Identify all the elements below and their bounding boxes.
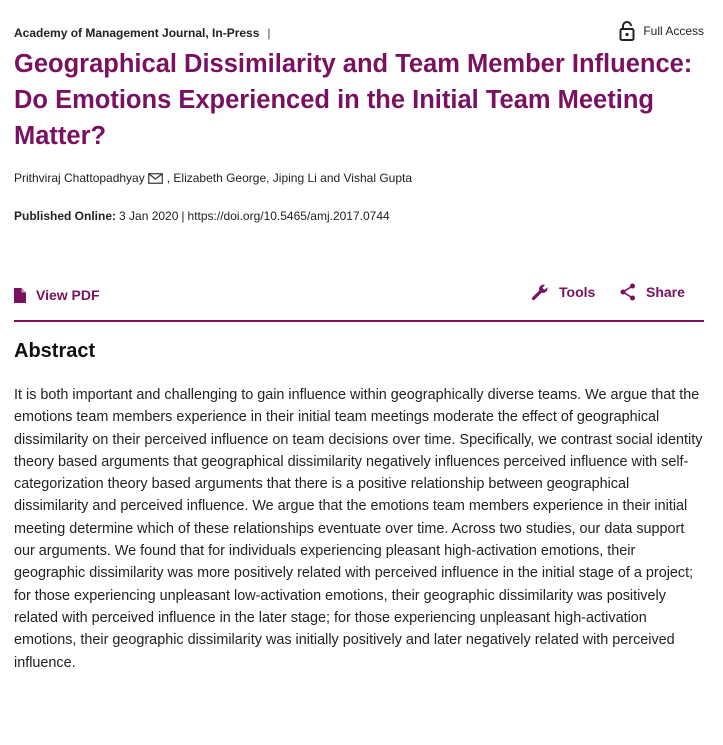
- author-names-rest[interactable]: , Elizabeth George, Jiping Li and Vishal Gupta: [166, 171, 413, 185]
- publication-info: [14, 209, 390, 223]
- view-pdf-button[interactable]: [14, 284, 100, 306]
- doi-link[interactable]: https://doi.org/10.5465/amj.2017.0744: [187, 209, 390, 223]
- wrench-icon: [531, 283, 549, 301]
- access-label: Full Access: [643, 24, 704, 38]
- tools-label: Tools: [559, 284, 596, 300]
- document-icon: [14, 288, 26, 303]
- journal-name[interactable]: Academy of Management Journal, In-Press: [14, 26, 260, 40]
- published-label: Published Online:: [14, 209, 117, 223]
- abstract-text: It is both important and challenging to gain influence within geographically diverse teams. We argue that the emotions team members experience in their initial team meetings moderate the effect of geographical dissimilarity on their perceived influence on team decisions over time. Specifically, we contrast social identity theory based arguments that geographical dissimilarity negatively influences perceived influence with self-categorization theory based arguments that there is a positive relationship between geographical dissimilarity and perceived influence. We argue that the emotions team members experience in their initial meeting determine which of these relationships eventuate over time. Across two studies, our data support our arguments. We found that for individuals experiencing pleasant high-activation emotions, their geographic dissimilarity was more positively related with perceived influence in the initial stage of a project; for those experiencing unpleasant low-activation emotions, their geographic dissimilarity was positively related with perceived influence in the later stage; for those experiencing unpleasant high-activation emotions, their geographic dissimilarity was initially positively and later negatively related with perceived influence.: [14, 387, 703, 671]
- access-badge: [619, 20, 704, 42]
- view-pdf-label: View PDF: [36, 287, 100, 303]
- author-list: [14, 171, 412, 185]
- share-button[interactable]: [620, 281, 685, 303]
- abstract-heading: Abstract: [14, 340, 96, 362]
- section-divider: [14, 320, 704, 322]
- mail-icon[interactable]: [148, 173, 163, 184]
- tools-button[interactable]: [531, 281, 595, 303]
- published-separator: |: [181, 209, 185, 223]
- article-actions: [14, 281, 704, 305]
- lock-open-icon: [619, 21, 635, 41]
- author-name-first[interactable]: Prithviraj Chattopadhyay: [14, 171, 145, 185]
- share-icon: [620, 283, 636, 301]
- article-title: Geographical Dissimilarity and Team Member Influence: Do Emotions Experienced in the Initial Team Meeting Matter?: [14, 50, 693, 150]
- share-label: Share: [646, 284, 685, 300]
- journal-line: [14, 26, 271, 40]
- journal-separator: |: [267, 26, 271, 40]
- published-date: 3 Jan 2020: [119, 209, 179, 223]
